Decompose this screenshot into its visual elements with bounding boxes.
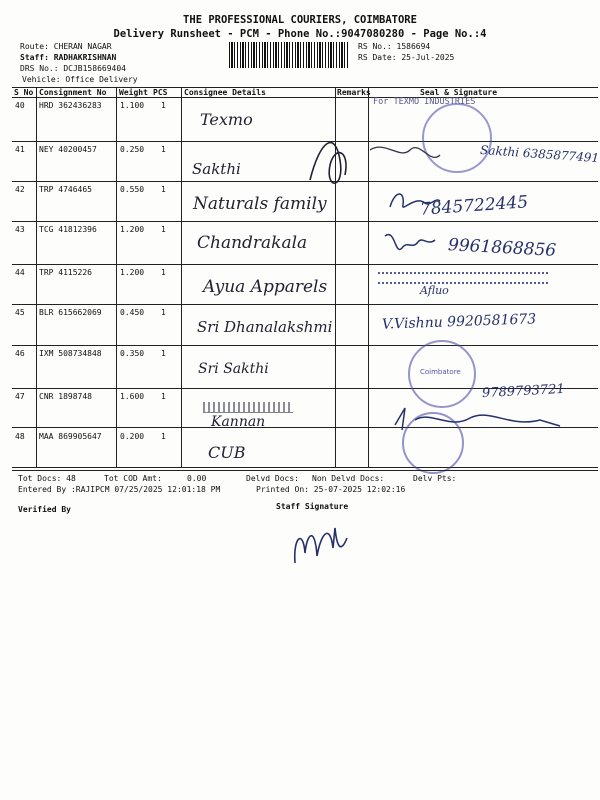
row-pcs: 1 — [161, 392, 166, 401]
total-cod-value: 0.00 — [187, 474, 207, 483]
row-consignment: MAA 869905647 — [39, 432, 102, 441]
row-sno: 42 — [15, 185, 25, 194]
route-label: Route: CHERAN NAGAR — [20, 42, 112, 51]
col-header-sno: S No — [14, 88, 34, 97]
row-weight: 0.350 — [120, 349, 145, 358]
row-consignee-handwritten: Chandrakala — [197, 233, 308, 253]
rs-date: RS Date: 25-Jul-2025 — [358, 53, 455, 62]
row-sno: 44 — [15, 268, 25, 277]
stamp-bar — [378, 272, 548, 284]
row-consignee-handwritten: Kannan — [211, 414, 266, 430]
row-consignment: BLR 615662069 — [39, 308, 102, 317]
entered-by: Entered By :RAJIPCM 07/25/2025 12:01:18 PM — [18, 485, 221, 494]
row-sno: 47 — [15, 392, 25, 401]
signature-scribble — [390, 400, 570, 440]
row-pcs: 1 — [161, 349, 166, 358]
staff-label: Staff: RADHAKRISHNAN — [20, 53, 117, 62]
row-signature: Sakthi 6385877491 — [479, 142, 600, 166]
row-consignment: HRD 362436283 — [39, 101, 102, 110]
row-weight: 1.200 — [120, 225, 145, 234]
row-consignee-handwritten: Sri Sakthi — [198, 361, 269, 377]
delivered-docs: Delvd Docs: — [246, 474, 299, 483]
row-weight: 0.200 — [120, 432, 145, 441]
row-pcs: 1 — [161, 308, 166, 317]
signature-scribble — [385, 185, 445, 215]
row-signature: V.Vishnu 9920581673 — [381, 311, 537, 333]
col-header-pcs: PCS — [153, 88, 168, 97]
row-sno: 45 — [15, 308, 25, 317]
row-consignee-handwritten: Sakthi — [192, 160, 241, 178]
row-consignee-handwritten: Ayua Apparels — [203, 277, 328, 297]
row-weight: 1.600 — [120, 392, 145, 401]
stamp-text: Coimbatore — [420, 368, 461, 376]
row-pcs: 1 — [161, 145, 166, 154]
col-header-remarks: Remarks — [337, 88, 371, 97]
staff-signature-mark — [285, 518, 355, 568]
signature-scribble — [380, 228, 440, 258]
row-consignee-handwritten: Sri Dhanalakshmi — [197, 318, 333, 336]
row-pcs: 1 — [161, 185, 166, 194]
printed-on: Printed On: 25-07-2025 12:02:16 — [256, 485, 406, 494]
row-signature: 9961868856 — [447, 235, 557, 261]
row-consignee-handwritten: Naturals family — [193, 194, 327, 214]
row-consignee-handwritten: CUB — [208, 443, 246, 462]
col-header-consignment: Consignment No — [39, 88, 107, 97]
col-header-seal-signature: Seal & Signature — [420, 88, 498, 97]
non-delivered-docs: Non Delvd Docs: — [312, 474, 385, 483]
runsheet-subtitle: Delivery Runsheet - PCM - Phone No.:9047080280 - Page No.:4 — [113, 28, 487, 40]
company-title: THE PROFESSIONAL COURIERS, COIMBATORE — [183, 14, 417, 26]
row-signature: For TEXMO INDUSTRIES — [373, 97, 476, 107]
row-consignment: TRP 4115226 — [39, 268, 92, 277]
row-pcs: 1 — [161, 225, 166, 234]
total-docs: Tot Docs: 48 — [18, 474, 76, 483]
row-sno: 40 — [15, 101, 25, 110]
row-pcs: 1 — [161, 101, 166, 110]
row-weight: 1.100 — [120, 101, 145, 110]
row-weight: 0.450 — [120, 308, 145, 317]
row-signature: 7845722445 — [419, 192, 529, 220]
row-sno: 41 — [15, 145, 25, 154]
vehicle-label: Vehicle: Office Delivery — [22, 75, 138, 84]
barcode — [229, 42, 350, 68]
drs-number: DRS No.: DCJB158669404 — [20, 64, 126, 73]
delivery-points: Delv Pts: — [413, 474, 457, 483]
col-header-weight: Weight — [119, 88, 148, 97]
row-consignment: CNR 1898748 — [39, 392, 92, 401]
row-consignee-handwritten: Texmo — [200, 110, 253, 129]
row-weight: 0.550 — [120, 185, 145, 194]
row-sno: 48 — [15, 432, 25, 441]
staff-signature-label: Staff Signature — [276, 502, 349, 511]
col-header-consignee: Consignee Details — [184, 88, 266, 97]
row-sno: 46 — [15, 349, 25, 358]
row-pcs: 1 — [161, 432, 166, 441]
row-signature: 9789793721 — [481, 381, 566, 402]
coimbatore-seal-stamp — [408, 340, 476, 408]
verified-by: Verified By — [18, 505, 71, 514]
row-consignment: TRP 4746465 — [39, 185, 92, 194]
row-signature: Afluo — [420, 284, 449, 297]
row-consignment: IXM 508734848 — [39, 349, 102, 358]
rs-number: RS No.: 1586694 — [358, 42, 431, 51]
row-pcs: 1 — [161, 268, 166, 277]
row-sno: 43 — [15, 225, 25, 234]
row-consignment: NEY 40200457 — [39, 145, 97, 154]
scribble — [203, 402, 293, 413]
row-consignment: TCG 41812396 — [39, 225, 97, 234]
row-weight: 0.250 — [120, 145, 145, 154]
total-cod-label: Tot COD Amt: — [104, 474, 162, 483]
row-weight: 1.200 — [120, 268, 145, 277]
